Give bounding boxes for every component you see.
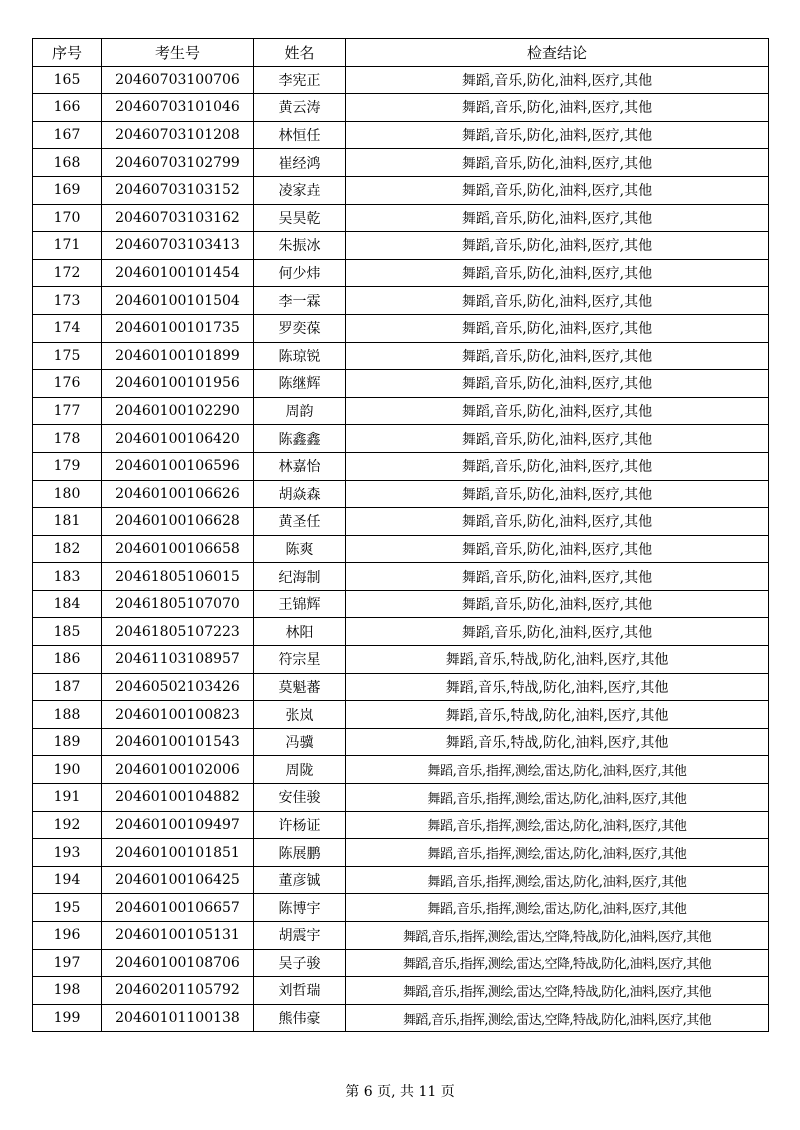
cell-exam-id: 20460703101208 [102, 121, 254, 149]
cell-name: 陈博宇 [254, 894, 346, 922]
table-row [33, 646, 769, 674]
cell-exam-id: 20460100106658 [102, 535, 254, 563]
cell-exam-id: 20461805106015 [102, 563, 254, 591]
cell-serial-number: 187 [33, 673, 102, 701]
cell-exam-id: 20460100101956 [102, 370, 254, 398]
table-row [33, 1004, 769, 1032]
table-row [33, 784, 769, 812]
table-row [33, 949, 769, 977]
cell-name: 吴子骏 [254, 949, 346, 977]
cell-serial-number: 167 [33, 121, 102, 149]
cell-serial-number: 173 [33, 287, 102, 315]
cell-serial-number: 175 [33, 342, 102, 370]
table-row [33, 370, 769, 398]
cell-exam-id: 20461103108957 [102, 646, 254, 674]
cell-serial-number: 190 [33, 756, 102, 784]
cell-serial-number: 199 [33, 1004, 102, 1032]
table-row [33, 922, 769, 950]
table-row [33, 259, 769, 287]
table-row [33, 811, 769, 839]
cell-name: 凌家垚 [254, 176, 346, 204]
table-row [33, 866, 769, 894]
cell-name: 许杨证 [254, 811, 346, 839]
cell-name: 董彦铖 [254, 866, 346, 894]
cell-serial-number: 165 [33, 66, 102, 94]
cell-exam-id: 20460502103426 [102, 673, 254, 701]
cell-exam-id: 20460100104882 [102, 784, 254, 812]
cell-serial-number: 191 [33, 784, 102, 812]
table-row [33, 535, 769, 563]
cell-exam-id: 20460703103413 [102, 232, 254, 260]
table-row [33, 452, 769, 480]
cell-result: 舞蹈,音乐,防化,油料,医疗,其他 [346, 370, 769, 398]
cell-serial-number: 197 [33, 949, 102, 977]
cell-name: 朱振冰 [254, 232, 346, 260]
table-row [33, 121, 769, 149]
cell-result: 舞蹈,音乐,防化,油料,医疗,其他 [346, 259, 769, 287]
cell-result: 舞蹈,音乐,指挥,测绘,雷达,防化,油料,医疗,其他 [346, 866, 769, 894]
cell-serial-number: 177 [33, 397, 102, 425]
table-row [33, 590, 769, 618]
cell-serial-number: 170 [33, 204, 102, 232]
cell-serial-number: 180 [33, 480, 102, 508]
cell-exam-id: 20460100106628 [102, 508, 254, 536]
cell-name: 纪海制 [254, 563, 346, 591]
cell-name: 陈展鹏 [254, 839, 346, 867]
cell-name: 崔经鸿 [254, 149, 346, 177]
cell-result: 舞蹈,音乐,防化,油料,医疗,其他 [346, 425, 769, 453]
cell-result: 舞蹈,音乐,防化,油料,医疗,其他 [346, 176, 769, 204]
header-exam-id: 考生号 [102, 39, 254, 67]
cell-result: 舞蹈,音乐,防化,油料,医疗,其他 [346, 94, 769, 122]
cell-name: 吴昊乾 [254, 204, 346, 232]
cell-exam-id: 20460100101543 [102, 728, 254, 756]
cell-name: 陈爽 [254, 535, 346, 563]
cell-result: 舞蹈,音乐,防化,油料,医疗,其他 [346, 508, 769, 536]
cell-name: 周陇 [254, 756, 346, 784]
table-row [33, 176, 769, 204]
cell-serial-number: 196 [33, 922, 102, 950]
cell-result: 舞蹈,音乐,指挥,测绘,雷达,空降,特战,防化,油料,医疗,其他 [346, 977, 769, 1005]
cell-exam-id: 20460100101899 [102, 342, 254, 370]
cell-exam-id: 20460100108706 [102, 949, 254, 977]
cell-result: 舞蹈,音乐,防化,油料,医疗,其他 [346, 590, 769, 618]
cell-serial-number: 183 [33, 563, 102, 591]
cell-serial-number: 174 [33, 314, 102, 342]
cell-exam-id: 20460100101454 [102, 259, 254, 287]
cell-serial-number: 192 [33, 811, 102, 839]
cell-serial-number: 176 [33, 370, 102, 398]
cell-name: 张岚 [254, 701, 346, 729]
cell-exam-id: 20460703103152 [102, 176, 254, 204]
table-row [33, 756, 769, 784]
cell-exam-id: 20460100106626 [102, 480, 254, 508]
cell-name: 何少炜 [254, 259, 346, 287]
cell-name: 黄圣任 [254, 508, 346, 536]
cell-exam-id: 20461805107223 [102, 618, 254, 646]
table-row [33, 673, 769, 701]
table-row [33, 508, 769, 536]
cell-serial-number: 198 [33, 977, 102, 1005]
header-result: 检查结论 [346, 39, 769, 67]
cell-exam-id: 20460100101735 [102, 314, 254, 342]
cell-result: 舞蹈,音乐,防化,油料,医疗,其他 [346, 204, 769, 232]
cell-serial-number: 181 [33, 508, 102, 536]
cell-result: 舞蹈,音乐,防化,油料,医疗,其他 [346, 535, 769, 563]
cell-serial-number: 188 [33, 701, 102, 729]
page-footer: 第 6 页, 共 11 页 [345, 1084, 455, 1100]
cell-name: 陈琼锐 [254, 342, 346, 370]
cell-result: 舞蹈,音乐,指挥,测绘,雷达,空降,特战,防化,油料,医疗,其他 [346, 922, 769, 950]
cell-result: 舞蹈,音乐,防化,油料,医疗,其他 [346, 232, 769, 260]
table-row [33, 480, 769, 508]
cell-result: 舞蹈,音乐,指挥,测绘,雷达,防化,油料,医疗,其他 [346, 894, 769, 922]
cell-exam-id: 20460100106657 [102, 894, 254, 922]
table-row [33, 314, 769, 342]
cell-name: 刘哲瑞 [254, 977, 346, 1005]
cell-serial-number: 172 [33, 259, 102, 287]
cell-serial-number: 194 [33, 866, 102, 894]
cell-name: 林嘉怡 [254, 452, 346, 480]
cell-exam-id: 20460201105792 [102, 977, 254, 1005]
cell-result: 舞蹈,音乐,指挥,测绘,雷达,防化,油料,医疗,其他 [346, 756, 769, 784]
cell-name: 安佳骏 [254, 784, 346, 812]
cell-result: 舞蹈,音乐,指挥,测绘,雷达,空降,特战,防化,油料,医疗,其他 [346, 949, 769, 977]
cell-result: 舞蹈,音乐,防化,油料,医疗,其他 [346, 121, 769, 149]
table-row [33, 287, 769, 315]
cell-name: 陈继辉 [254, 370, 346, 398]
table-row [33, 232, 769, 260]
cell-name: 莫魁蕃 [254, 673, 346, 701]
cell-result: 舞蹈,音乐,防化,油料,医疗,其他 [346, 149, 769, 177]
table-row [33, 425, 769, 453]
table-row [33, 397, 769, 425]
cell-name: 冯骥 [254, 728, 346, 756]
table-row [33, 94, 769, 122]
table-row [33, 977, 769, 1005]
cell-exam-id: 20460100106420 [102, 425, 254, 453]
cell-exam-id: 20460703100706 [102, 66, 254, 94]
cell-exam-id: 20460100101851 [102, 839, 254, 867]
cell-exam-id: 20460100109497 [102, 811, 254, 839]
cell-serial-number: 189 [33, 728, 102, 756]
cell-result: 舞蹈,音乐,防化,油料,医疗,其他 [346, 480, 769, 508]
cell-serial-number: 169 [33, 176, 102, 204]
cell-name: 罗奕葆 [254, 314, 346, 342]
cell-name: 胡震宇 [254, 922, 346, 950]
cell-name: 林阳 [254, 618, 346, 646]
cell-exam-id: 20460100102290 [102, 397, 254, 425]
cell-name: 周韵 [254, 397, 346, 425]
cell-serial-number: 193 [33, 839, 102, 867]
cell-result: 舞蹈,音乐,防化,油料,医疗,其他 [346, 287, 769, 315]
cell-serial-number: 186 [33, 646, 102, 674]
table-header-row [33, 39, 769, 67]
header-serial-number: 序号 [33, 39, 102, 67]
cell-result: 舞蹈,音乐,特战,防化,油料,医疗,其他 [346, 646, 769, 674]
table-row [33, 66, 769, 94]
cell-result: 舞蹈,音乐,指挥,测绘,雷达,防化,油料,医疗,其他 [346, 839, 769, 867]
table-row [33, 204, 769, 232]
cell-result: 舞蹈,音乐,特战,防化,油料,医疗,其他 [346, 701, 769, 729]
table-row [33, 618, 769, 646]
cell-serial-number: 179 [33, 452, 102, 480]
cell-result: 舞蹈,音乐,防化,油料,医疗,其他 [346, 66, 769, 94]
table-row [33, 149, 769, 177]
inspection-results-table [32, 38, 769, 1032]
cell-serial-number: 178 [33, 425, 102, 453]
cell-name: 李一霖 [254, 287, 346, 315]
cell-result: 舞蹈,音乐,特战,防化,油料,医疗,其他 [346, 728, 769, 756]
cell-result: 舞蹈,音乐,防化,油料,医疗,其他 [346, 618, 769, 646]
cell-exam-id: 20460703101046 [102, 94, 254, 122]
cell-serial-number: 184 [33, 590, 102, 618]
cell-result: 舞蹈,音乐,特战,防化,油料,医疗,其他 [346, 673, 769, 701]
table-row [33, 563, 769, 591]
cell-serial-number: 168 [33, 149, 102, 177]
cell-serial-number: 195 [33, 894, 102, 922]
cell-exam-id: 20460703103162 [102, 204, 254, 232]
cell-name: 王锦辉 [254, 590, 346, 618]
cell-name: 黄云涛 [254, 94, 346, 122]
cell-exam-id: 20460100106596 [102, 452, 254, 480]
cell-exam-id: 20460703102799 [102, 149, 254, 177]
cell-name: 符宗星 [254, 646, 346, 674]
table-row [33, 728, 769, 756]
cell-exam-id: 20460100102006 [102, 756, 254, 784]
cell-result: 舞蹈,音乐,防化,油料,医疗,其他 [346, 342, 769, 370]
cell-exam-id: 20460100100823 [102, 701, 254, 729]
cell-result: 舞蹈,音乐,防化,油料,医疗,其他 [346, 314, 769, 342]
cell-result: 舞蹈,音乐,指挥,测绘,雷达,空降,特战,防化,油料,医疗,其他 [346, 1004, 769, 1032]
table-row [33, 839, 769, 867]
cell-name: 胡焱森 [254, 480, 346, 508]
table-row [33, 701, 769, 729]
cell-exam-id: 20460100105131 [102, 922, 254, 950]
cell-exam-id: 20460100106425 [102, 866, 254, 894]
header-name: 姓名 [254, 39, 346, 67]
cell-exam-id: 20461805107070 [102, 590, 254, 618]
cell-name: 陈鑫鑫 [254, 425, 346, 453]
cell-name: 林恒任 [254, 121, 346, 149]
table-row [33, 342, 769, 370]
cell-serial-number: 185 [33, 618, 102, 646]
cell-name: 熊伟豪 [254, 1004, 346, 1032]
table-body [33, 66, 769, 1032]
cell-exam-id: 20460101100138 [102, 1004, 254, 1032]
cell-result: 舞蹈,音乐,指挥,测绘,雷达,防化,油料,医疗,其他 [346, 784, 769, 812]
cell-result: 舞蹈,音乐,防化,油料,医疗,其他 [346, 452, 769, 480]
cell-result: 舞蹈,音乐,指挥,测绘,雷达,防化,油料,医疗,其他 [346, 811, 769, 839]
cell-exam-id: 20460100101504 [102, 287, 254, 315]
cell-serial-number: 171 [33, 232, 102, 260]
cell-result: 舞蹈,音乐,防化,油料,医疗,其他 [346, 397, 769, 425]
cell-serial-number: 166 [33, 94, 102, 122]
table-row [33, 894, 769, 922]
cell-serial-number: 182 [33, 535, 102, 563]
cell-result: 舞蹈,音乐,防化,油料,医疗,其他 [346, 563, 769, 591]
cell-name: 李宪正 [254, 66, 346, 94]
